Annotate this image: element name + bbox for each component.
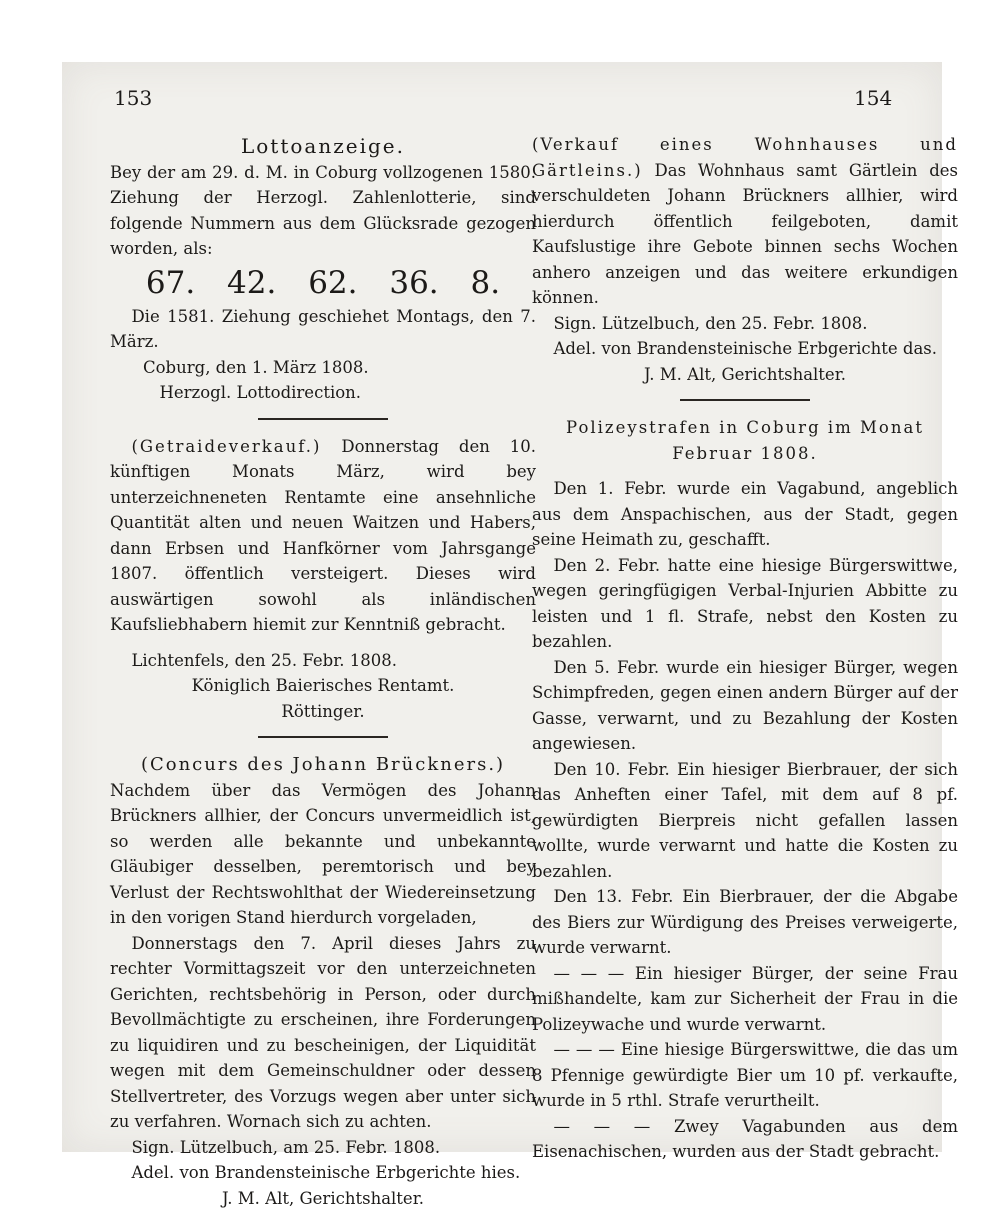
lotto-text: Bey der am 29. d. M. in Coburg vollzogenen 1580. Ziehung der Herzogl. Zahlenlotterie, sind folgende Nummern aus dem Glücksrade gezogen worden, als: (110, 160, 536, 262)
section-divider (680, 399, 810, 401)
polizey-entry: Den 1. Febr. wurde ein Vagabund, angeblich aus dem Anspachischen, aus der Stadt, gegen seine Heimath zu, geschafft. (532, 476, 958, 553)
verkauf-notice (532, 132, 958, 311)
polizey-entry: Den 13. Febr. Ein Bierbrauer, der die Abgabe des Biers zur Würdigung des Preises verweigerte, wurde verwarnt. (532, 884, 958, 961)
polizey-entry: Den 10. Febr. Ein hiesiger Bierbrauer, der sich das Anheften einer Tafel, mit dem auf 8 pf. gewürdigten Bierpreis nicht gefallen lassen wollte, wurde verwarnt und hatte die Kosten zu bezahlen. (532, 757, 958, 885)
polizey-entry: — — — Ein hiesiger Bürger, der seine Frau mißhandelte, kam zur Sicherheit der Frau in die Polizeywache und wurde verwarnt. (532, 961, 958, 1038)
verkauf-lead: (Verkauf eines Wohnhauses und Gärtleins.) (532, 135, 958, 180)
left-column (110, 134, 536, 1211)
section-divider (258, 736, 388, 738)
concurs-text-2: Donnerstags den 7. April dieses Jahrs zu rechter Vormittagszeit vor den unterzeichneten Gerichten, rechtsbehörig in Person, oder durch Bevollmächtigte zu erscheinen, ihre Forderungen zu liquidiren und zu bescheinigen, der Liquidität wegen mit dem Gemeinschuldner oder dessen Stellvertreter, des Vorzugs wegen aber unter sich zu verfahren. Wornach sich zu achten. (110, 931, 536, 1135)
getraide-notice (110, 434, 536, 638)
polizey-entry: Den 2. Febr. hatte eine hiesige Bürgerswittwe, wegen geringfügigen Verbal-Injurien Abbitte zu leisten und 1 fl. Strafe, nebst den Kosten zu bezahlen. (532, 553, 958, 655)
concurs-text: Nachdem über das Vermögen des Johann Brückners allhier, der Concurs unvermeidlich ist, so werden alle bekannte und unbekannte Gläubiger desselben, peremtorisch und bey Verlust der Rechtswohlthat der Wiedereinsetzung in den vorigen Stand hierdurch vorgeladen, (110, 778, 536, 931)
lotto-title: Lottoanzeige. (110, 134, 536, 160)
page-number-left: 153 (114, 86, 152, 110)
polizey-entry: — — — Zwey Vagabunden aus dem Eisenachischen, wurden aus der Stadt gebracht. (532, 1114, 958, 1165)
getraide-lead: (Getraideverkauf.) (131, 437, 321, 456)
lotto-place-date: Coburg, den 1. März 1808. (110, 355, 536, 381)
concurs-court: Adel. von Brandensteinische Erbgerichte hies. (110, 1160, 536, 1186)
polizey-entry: Den 5. Febr. wurde ein hiesiger Bürger, wegen Schimpfreden, gegen einen andern Bürger auf der Gasse, verwarnt, und zu Bezahlung der Kosten angewiesen. (532, 655, 958, 757)
lotto-next-drawing: Die 1581. Ziehung geschiehet Montags, den 7. März. (110, 304, 536, 355)
verkauf-signature: J. M. Alt, Gerichtshalter. (532, 362, 958, 388)
getraide-place-date: Lichtenfels, den 25. Febr. 1808. (110, 648, 536, 674)
section-divider (258, 418, 388, 420)
concurs-signature: J. M. Alt, Gerichtshalter. (110, 1186, 536, 1211)
concurs-place-date: Sign. Lützelbuch, am 25. Febr. 1808. (110, 1135, 536, 1161)
newspaper-page (62, 62, 942, 1152)
getraide-text: Donnerstag den 10. künftigen Monats März, wird bey unterzeichneneten Rentamte eine ansehnliche Quantität alten und neuen Waitzen und Habers, dann Erbsen und Hanfkörner vom Jahrsgange 1807. öffentlich versteigert. Dieses wird auswärtigen sowohl als inländischen Kaufsliebhabern hiemit zur Kenntniß gebracht. (110, 437, 536, 635)
verkauf-place-date: Sign. Lützelbuch, den 25. Febr. 1808. (532, 311, 958, 337)
polizey-title: Polizeystrafen in Coburg im Monat Februar 1808. (532, 415, 958, 466)
getraide-office: Königlich Baierisches Rentamt. (110, 673, 536, 699)
right-column (532, 132, 958, 1165)
lotto-signature: Herzogl. Lottodirection. (110, 380, 536, 406)
lotto-numbers: 67. 42. 62. 36. 8. (110, 264, 536, 302)
verkauf-court: Adel. von Brandensteinische Erbgerichte das. (532, 336, 958, 362)
page-number-right: 154 (854, 86, 892, 110)
verkauf-text: Das Wohnhaus samt Gärtlein des verschuldeten Johann Brückners allhier, wird hierdurch öffentlich feilgeboten, damit Kaufslustige ihre Gebote binnen sechs Wochen anhero anzeigen und das weitere erkundigen können. (532, 161, 958, 308)
polizey-entry: — — — Eine hiesige Bürgerswittwe, die das um 8 Pfennige gewürdigte Bier um 10 pf. verkaufte, wurde in 5 rthl. Strafe verurtheilt. (532, 1037, 958, 1114)
concurs-lead: (Concurs des Johann Brückners.) (110, 752, 536, 778)
getraide-signature: Röttinger. (110, 699, 536, 725)
